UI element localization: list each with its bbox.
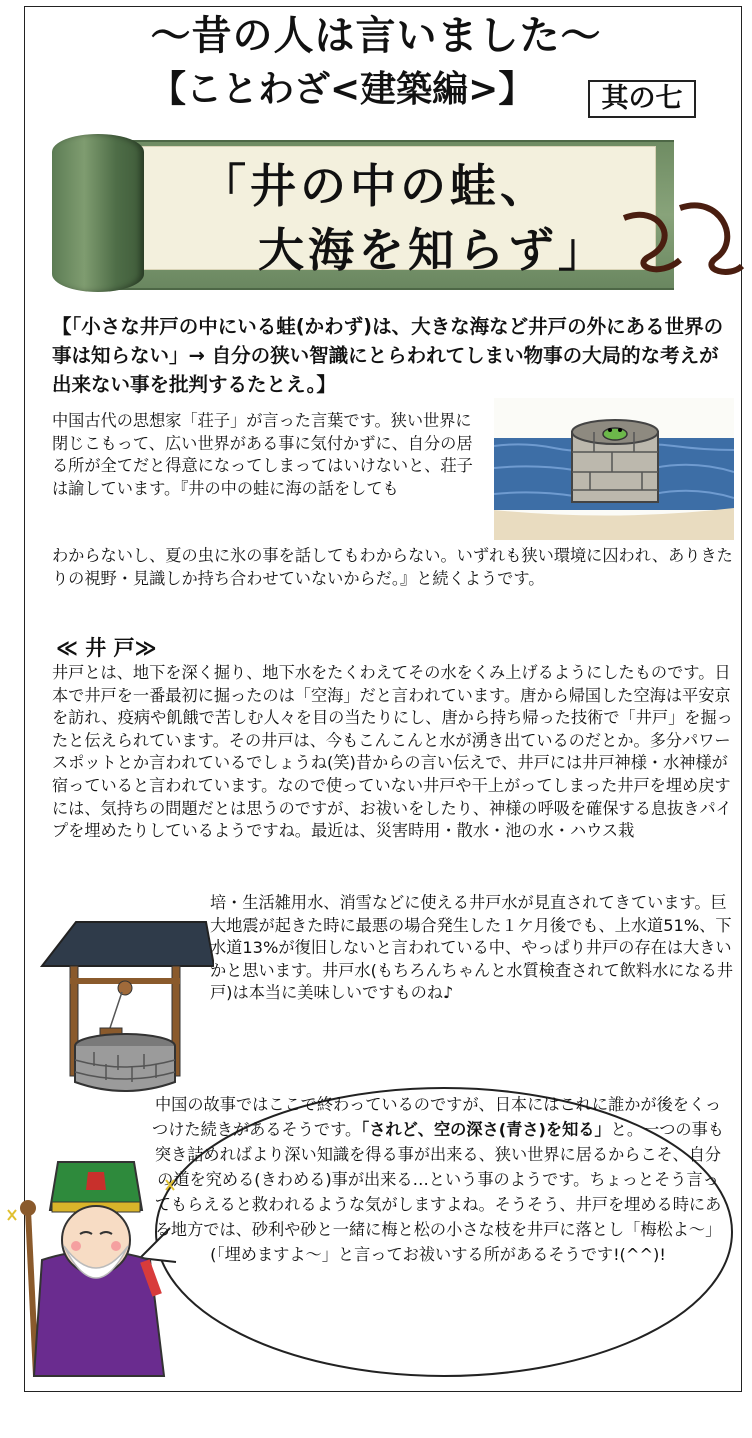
origin-text-top: 中国古代の思想家「荘子」が言った言葉です。狭い世界に閉じこもって、広い世界がある事に気付かずに、自分の居る所が全てだと得意になってしまってはいけないと、荘子は諭しています。『井の中の蛙に海の話をしても — [52, 411, 473, 498]
proverb-line-2: 大海を知らず」 — [258, 223, 608, 277]
bubble-text-a: 中国の故事ではここで終わっているのですが、日本にはこれに誰かが後をくっつけた続きがあるそうです。 — [152, 1095, 722, 1139]
proverb-line-1: 「井の中の蛙、 — [200, 159, 550, 213]
bubble-text-b: と。一つの事も突き詰めればより深い知識を得る事が出来る、狭い世界に居るからこそ、自分の道を究める(きわめる)事が出来る…という事のようです。ちょっとそう言ってもらえると救われるような気がしますよね。そうそう、井戸を埋める時にある地方では、砂利や砂と一緒に梅と松の小さな枝を井戸に落とし「梅松よ～」(「埋めますよ～」と言ってお祓いする所があるそうです!(^^)! — [154, 1120, 724, 1264]
origin-text-bottom: わからないし、夏の虫に氷の事を話してもわからない。いずれも狭い環境に囚われ、ありきたりの視野・見識しか持ち合わせていないからだ。』と続くようです。 — [52, 546, 733, 588]
page-subtitle: 【ことわざ<建築編>】 — [150, 69, 535, 110]
issue-badge: 其の七 — [588, 80, 696, 118]
well-text-main: 井戸とは、地下を深く掘り、地下水をたくわえてその水をくみ上げるようにしたものです。日本で井戸を一番最初に掘ったのは「空海」だと言われています。唐から帰国した空海は平安京を訪れ、疫病や飢餓で苦しむ人々を目の当たりにし、唐から持ち帰った技術で「井戸」を掘ったと伝えられています。その井戸は、今もこんこんと水が湧き出ているのだとか。多分パワースポットとか言われているでしょうね(笑)昔からの言い伝えで、井戸には井戸神様・水神様が宿っていると言われています。なので使っていない井戸や干上がってしまった井戸を埋め戻すには、気持ちの問題だとは思うのですが、お祓いをしたり、神様の呼吸を確保する息抜きパイプを埋めたりしているようですね。最近は、災害時用・散水・池の水・ハウス栽 — [52, 663, 733, 841]
section-heading-well: ≪ 井 戸≫ — [56, 636, 157, 660]
sage-character-image — [6, 1150, 186, 1380]
old-well-image — [36, 918, 214, 1096]
scroll-roll — [52, 134, 144, 292]
bubble-text-bold: 「されど、空の深さ(青さ)を知る」 — [361, 1120, 611, 1139]
scroll-cord-icon — [620, 200, 748, 280]
well-text-side: 培・生活雑用水、消雪などに使える井戸水が見直されてきています。巨大地震が起きた時に最悪の場合発生した１ケ月後でも、上水道51%、下水道13%が復旧しないと言われている中、やっぱり井戸の存在は大きいかと思います。井戸水(もちろんちゃんと水質検査されて飲料水になる井戸)は本当に美味しいですものね♪ — [210, 893, 734, 1003]
page-title: ～昔の人は言いました～ — [150, 13, 602, 59]
bubble-text — [150, 1092, 726, 1267]
proverb-meaning: 【「小さな井戸の中にいる蛙(かわず)は、大きな海など井戸の外にある世界の事は知らない」→ 自分の狭い智識にとらわれてしまい物事の大局的な考えが出来ない事を批判するたとえ。】 — [52, 315, 724, 396]
frog-in-well-image — [494, 398, 734, 540]
